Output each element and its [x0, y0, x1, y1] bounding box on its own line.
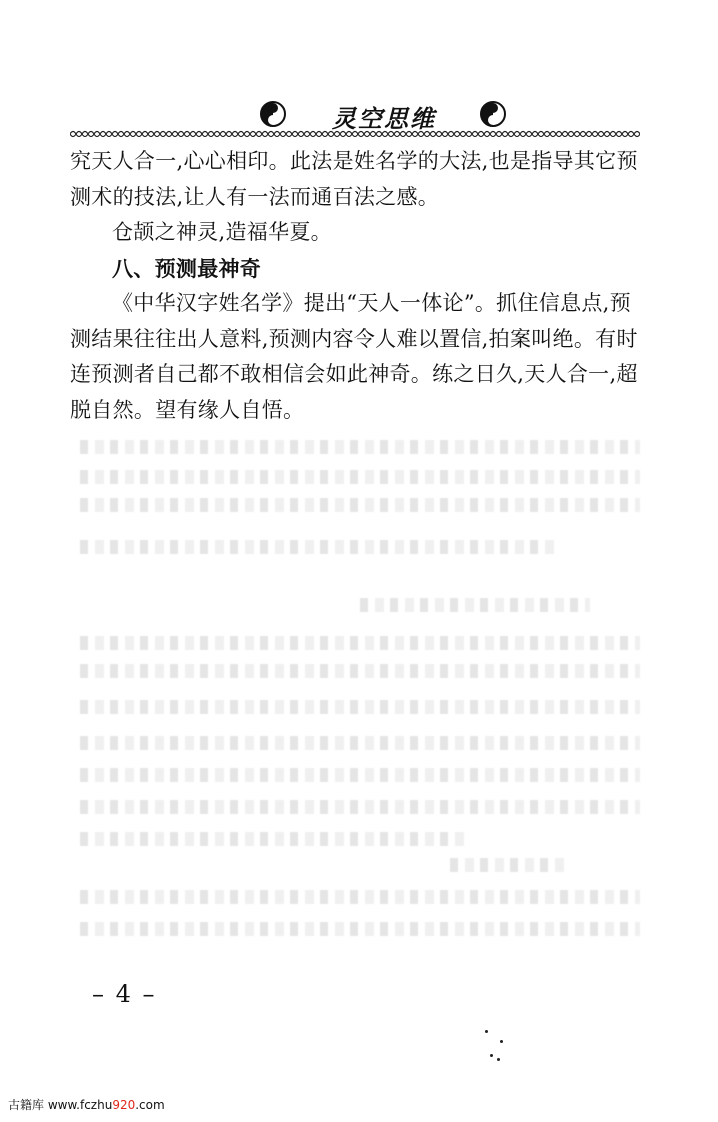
bleed-through-line [80, 700, 640, 714]
header-title: 灵空思维 [332, 104, 436, 133]
body-text [70, 144, 650, 428]
speck [497, 1058, 500, 1061]
bleed-through-line [80, 636, 640, 650]
footer-url-prefix: www.fczhu [47, 1098, 113, 1112]
bleed-through-line [80, 664, 640, 678]
bleed-through-line [80, 832, 470, 846]
footer-url-accent: 920 [112, 1098, 136, 1112]
speck [485, 1030, 488, 1033]
bleed-through-line [80, 440, 640, 454]
yin-yang-icon-right [480, 101, 506, 127]
footer-label: 古籍库 [8, 1098, 48, 1112]
page-number: – 4 – [92, 980, 157, 1008]
paragraph-1: 究天人合一,心心相印。此法是姓名学的大法,也是指导其它预测术的技法,让人有一法而通百法之感。 [70, 149, 638, 209]
footer-url-suffix: .com [135, 1098, 165, 1112]
paragraph-2: 仓颉之神灵,造福华夏。 [112, 220, 332, 244]
watermark-footer [8, 1096, 165, 1113]
bleed-through-line [80, 540, 560, 554]
bleed-through-line [80, 498, 640, 512]
running-header [70, 95, 640, 145]
section-heading: 八、预测最神奇 [112, 255, 262, 281]
bleed-through-line [80, 768, 640, 782]
yin-yang-icon-left [260, 101, 286, 127]
bleed-through-line [80, 800, 640, 814]
bleed-through-line [80, 890, 640, 904]
bleed-through-line [80, 922, 640, 936]
decorative-rope-rule [70, 129, 640, 139]
bleed-through-line [360, 598, 590, 612]
bleed-through-line [80, 736, 640, 750]
bleed-through-line [450, 858, 570, 872]
speck [490, 1054, 493, 1057]
paragraph-3: 《中华汉字姓名学》提出“天人一体论”。抓住信息点,预测结果往往出人意料,预测内容令人难以置信,拍案叫绝。有时连预测者自己都不敢相信会如此神奇。练之日久,天人合一,超脱自然。望有缘人自悟。 [70, 291, 638, 422]
bleed-through-line [80, 470, 640, 484]
speck [500, 1040, 503, 1043]
